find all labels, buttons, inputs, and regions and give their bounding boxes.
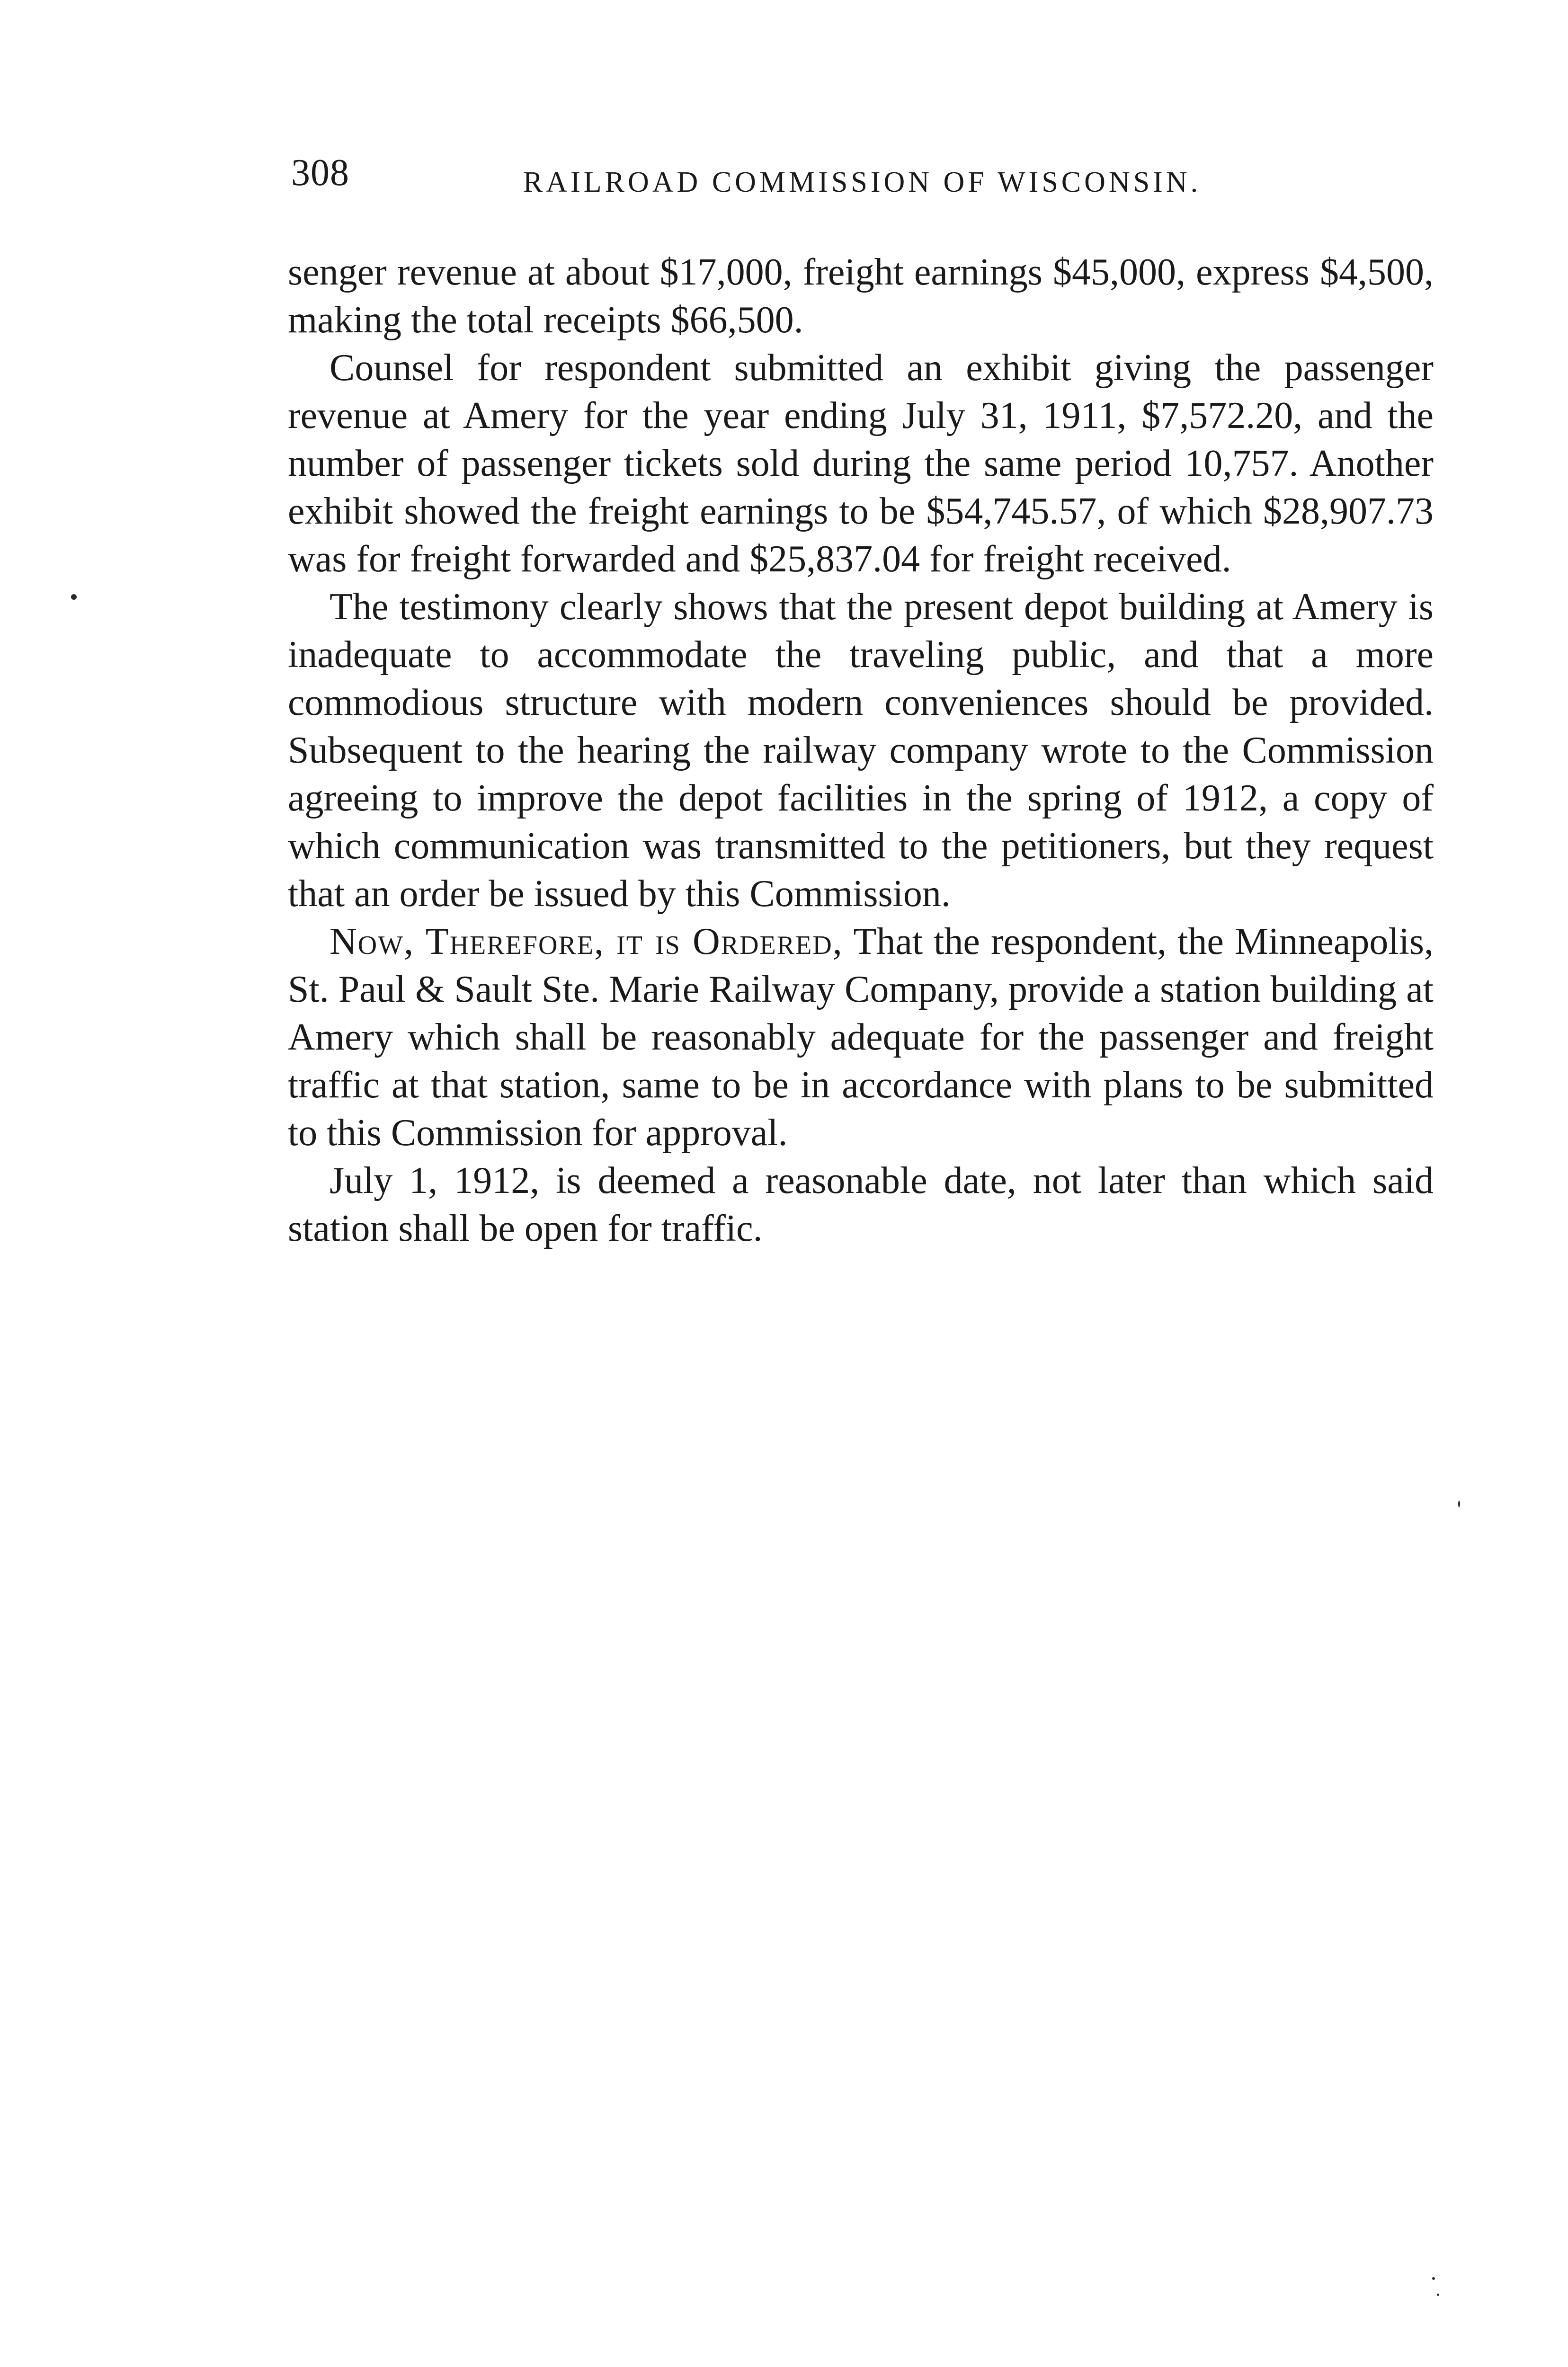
- page-number: 308: [291, 152, 349, 194]
- paragraph-testimony: The testimony clearly shows that the present depot building at Amery is inadequate to accommodate the traveling public, and that a more commodious structure with modern conveniences should be provided. Subsequent to the hearing the railway company wrote to the Commission agreeing to improve the depot facilities in the spring of 1912, a copy of which communication was transmitted to the petitioners, but they request that an order be issued by this Commission.: [288, 586, 1434, 915]
- scan-speck: [1437, 2294, 1439, 2296]
- paragraph-exhibit: Counsel for respondent submitted an exhibit giving the passenger revenue at Amery for the year ending July 31, 1911, $7,572.20, and the number of passenger tickets sold during the same period 10,757. Another exhibit showed the freight earnings to be $54,745.57, of which $28,907.73 was for freight forwarded and $25,837.04 for freight received.: [288, 347, 1434, 580]
- scan-speck: [1432, 2277, 1435, 2280]
- scan-speck: [71, 594, 77, 600]
- order-text: That the respondent, the Minneapolis, St. Paul & Sault Ste. Marie Railway Company, provide a station building at Amery which shall be reasonably adequate for the passenger and freight traffic at that station, same to be in accordance with plans to be submitted to this Commission for approval.: [288, 921, 1434, 1154]
- scan-speck: [1458, 1501, 1460, 1507]
- paragraph-date: July 1, 1912, is deemed a reasonable date, not later than which said station shall be open for traffic.: [288, 1160, 1434, 1249]
- running-header: [291, 151, 1456, 204]
- running-title: RAILROAD COMMISSION OF WISCONSIN.: [523, 166, 1202, 198]
- paragraph-order: [288, 918, 1434, 1157]
- paragraph-continuation: senger revenue at about $17,000, freight earnings $45,000, express $4,500, making the total receipts $66,500.: [288, 251, 1434, 341]
- body-text: [288, 249, 1434, 1253]
- order-lead-phrase: Now, Therefore, it is Ordered,: [330, 921, 843, 962]
